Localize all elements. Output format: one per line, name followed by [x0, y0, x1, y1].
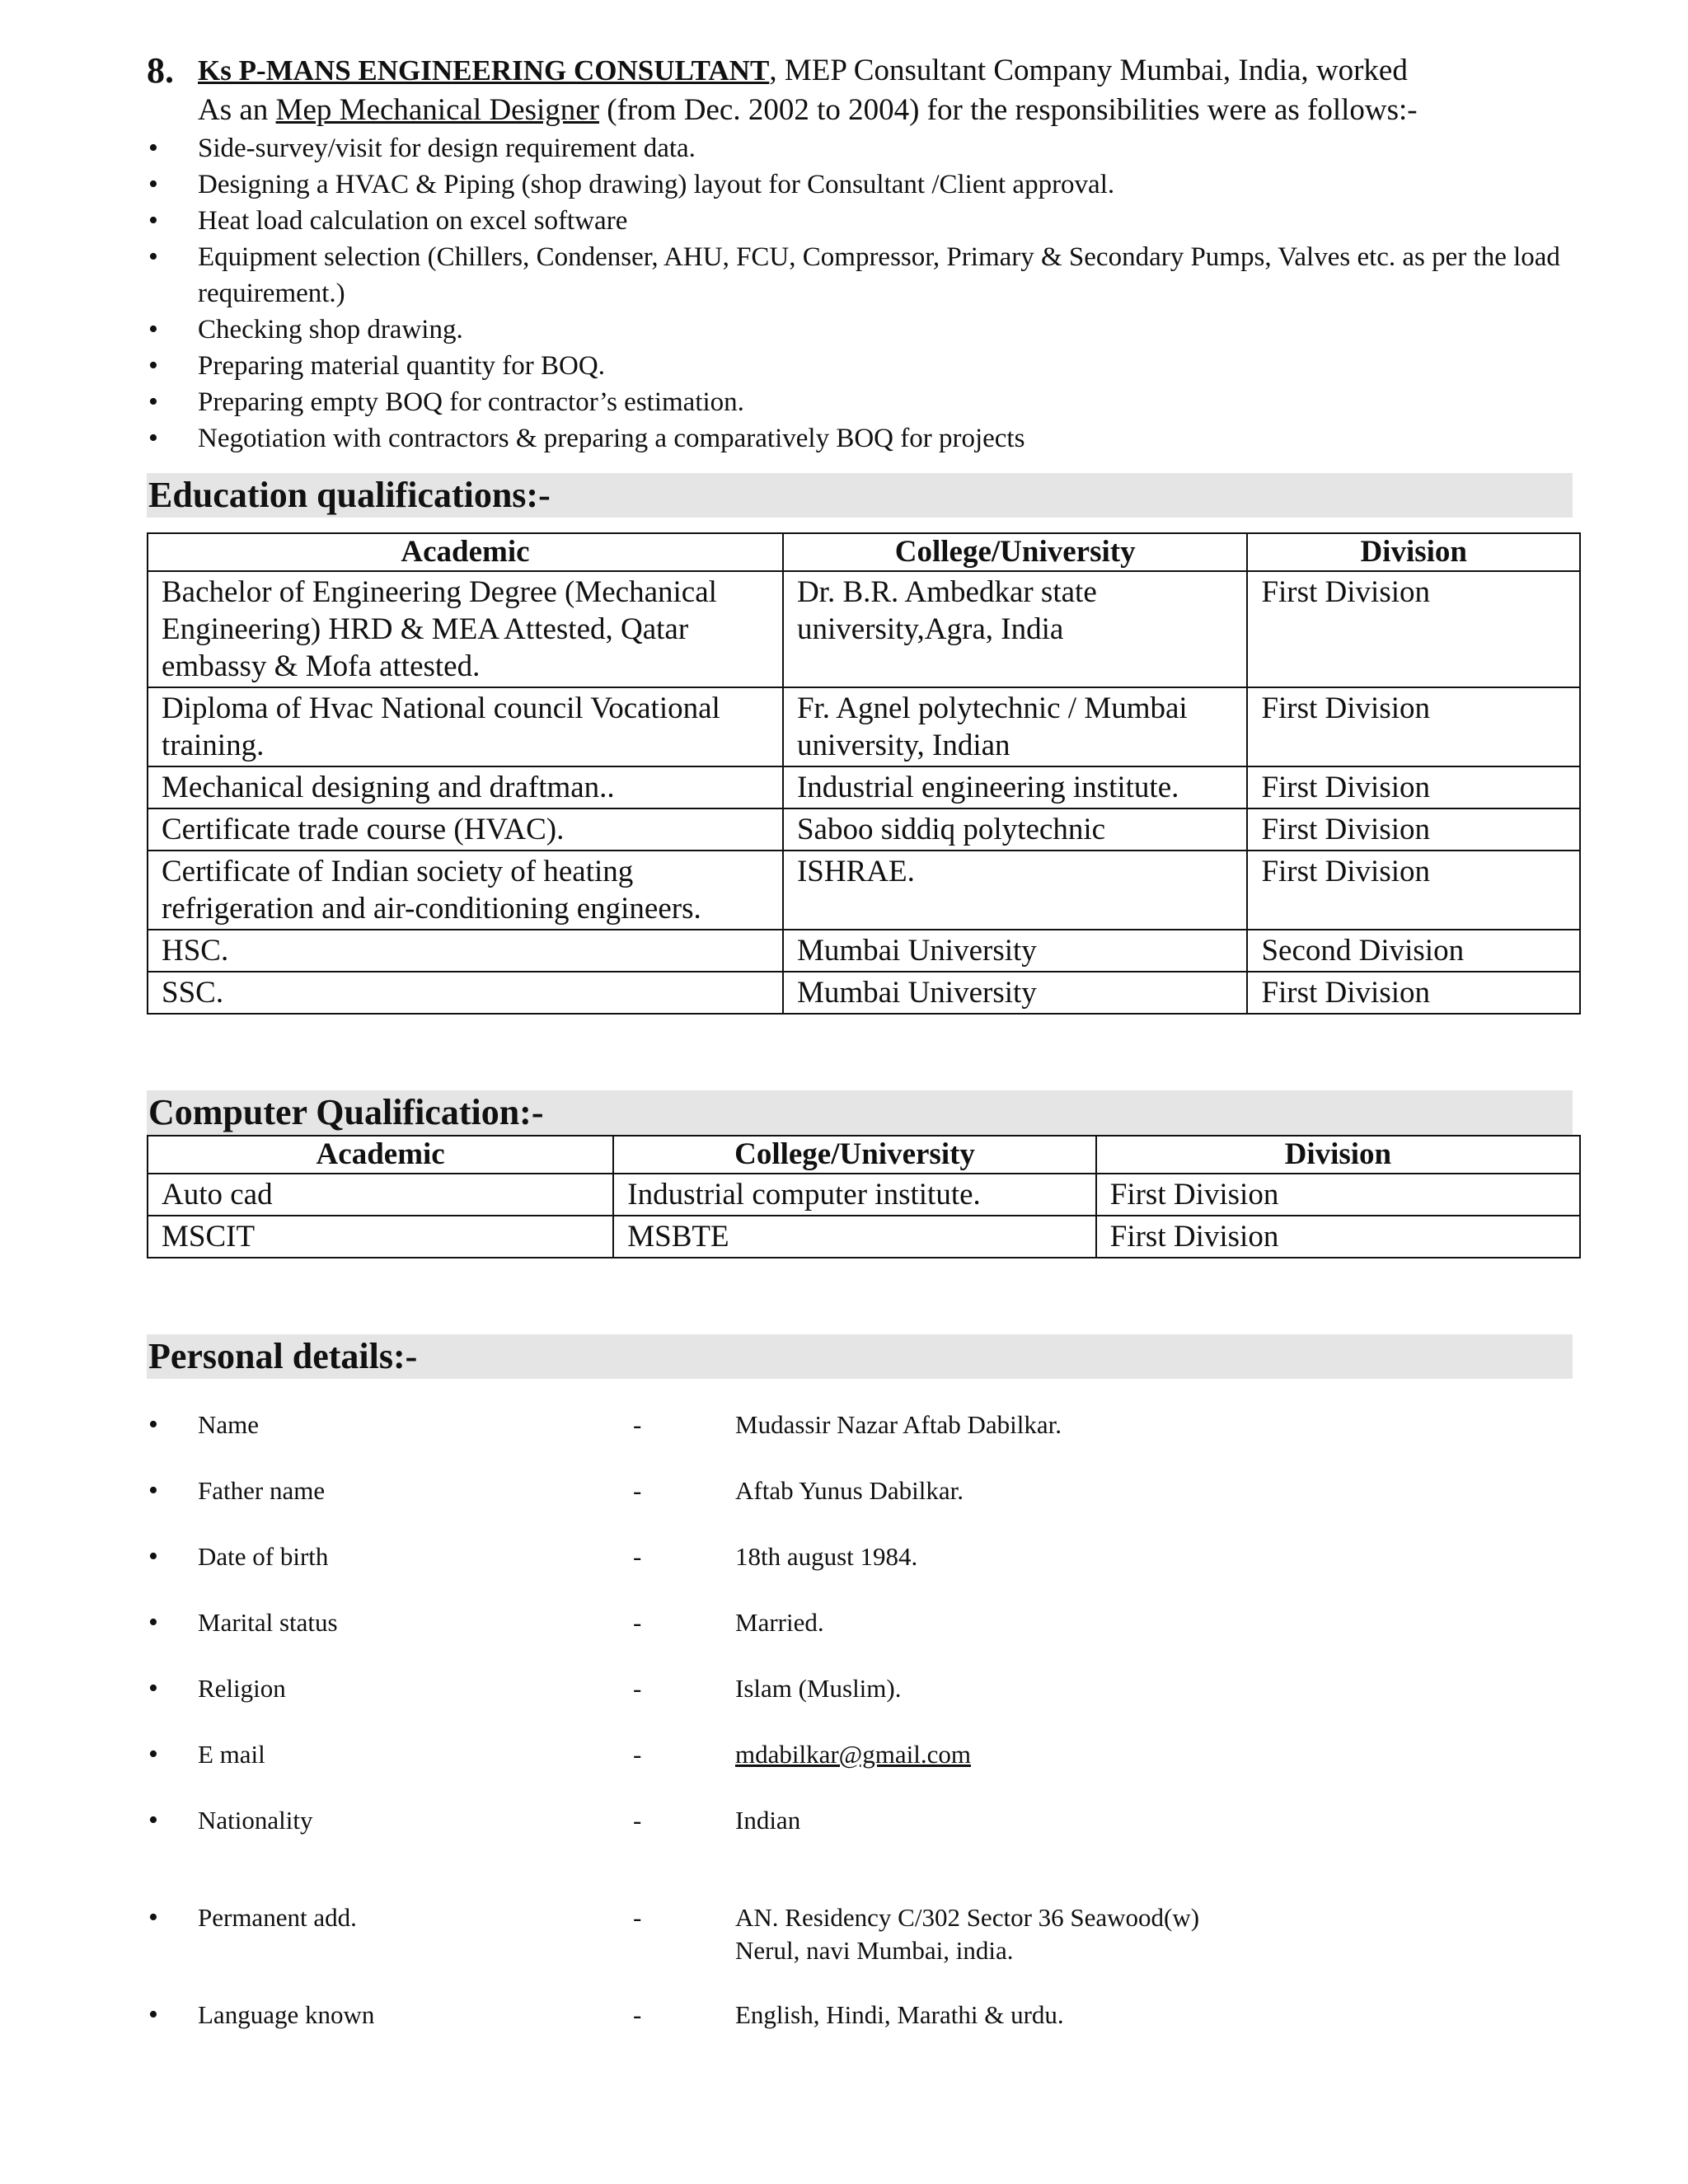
table-cell: Bachelor of Engineering Degree (Mechanical Engineering) HRD & MEA Attested, Qatar embassy & Mofa attested. [148, 571, 783, 687]
list-item: • Preparing material quantity for BOQ. [147, 348, 1581, 384]
detail-separator: - [633, 1903, 642, 1932]
detail-row-email [147, 1738, 1581, 1804]
detail-row-permanent-address [147, 1901, 1581, 1999]
bullet-icon: • [148, 1902, 158, 1933]
table-cell: Fr. Agnel polytechnic / Mumbai university, Indian [783, 687, 1248, 766]
table-row [148, 930, 1580, 972]
column-header: College/University [613, 1136, 1095, 1174]
detail-row-nationality [147, 1804, 1581, 1901]
responsibilities-list [147, 130, 1581, 457]
detail-value: AN. Residency C/302 Sector 36 Seawood(w) Nerul, navi Mumbai, india. [735, 1903, 1200, 1965]
bullet-icon: • [148, 1607, 158, 1638]
table-cell: First Division [1247, 687, 1580, 766]
detail-row-date-of-birth [147, 1540, 1581, 1606]
job-line2-prefix: As an [198, 93, 276, 127]
table-cell: MSBTE [613, 1216, 1095, 1258]
bullet-icon: • [148, 1409, 158, 1440]
table-row [148, 851, 1580, 930]
list-item: • Heat load calculation on excel software [147, 203, 1581, 239]
education-table [147, 532, 1581, 1015]
detail-separator: - [633, 1542, 642, 1571]
bullet-icon: • [148, 1999, 158, 2030]
table-cell: Mumbai University [783, 930, 1248, 972]
table-row [148, 687, 1580, 766]
table-cell: First Division [1247, 972, 1580, 1014]
job-line1-text: , MEP Consultant Company Mumbai, India, worked [769, 54, 1408, 87]
detail-value: Aftab Yunus Dabilkar. [735, 1476, 964, 1505]
table-row [148, 1216, 1580, 1258]
personal-heading: Personal details:- [147, 1334, 1573, 1379]
bullet-icon: • [148, 1739, 158, 1769]
table-cell: First Division [1247, 851, 1580, 930]
list-item: • Negotiation with contractors & preparing a comparatively BOQ for projects [147, 420, 1581, 457]
column-header: Division [1247, 533, 1580, 571]
detail-row-father-name [147, 1474, 1581, 1540]
job-entry-heading [147, 51, 1581, 130]
computer-heading: Computer Qualification:- [147, 1090, 1573, 1135]
table-header-row [148, 533, 1580, 571]
detail-value: 18th august 1984. [735, 1542, 918, 1571]
table-cell: First Division [1247, 766, 1580, 808]
detail-value: English, Hindi, Marathi & urdu. [735, 2000, 1064, 2029]
detail-label: Permanent add. [198, 1903, 357, 1932]
detail-separator: - [633, 2000, 642, 2029]
education-heading: Education qualifications:- [147, 473, 1573, 518]
table-cell: Mumbai University [783, 972, 1248, 1014]
detail-value: Indian [735, 1806, 801, 1835]
table-row [148, 972, 1580, 1014]
table-cell: Industrial computer institute. [613, 1174, 1095, 1216]
detail-value: Married. [735, 1608, 824, 1637]
detail-separator: - [633, 1410, 642, 1439]
detail-separator: - [633, 1476, 642, 1505]
table-cell: First Division [1247, 571, 1580, 687]
detail-label: Marital status [198, 1608, 338, 1637]
bullet-icon: • [148, 1805, 158, 1835]
table-cell: MSCIT [148, 1216, 613, 1258]
column-header: Academic [148, 533, 783, 571]
detail-separator: - [633, 1608, 642, 1637]
table-cell: First Division [1096, 1174, 1580, 1216]
column-header: Academic [148, 1136, 613, 1174]
detail-value: Mudassir Nazar Aftab Dabilkar. [735, 1410, 1062, 1439]
personal-details-list [147, 1408, 1581, 2064]
table-cell: Mechanical designing and draftman.. [148, 766, 783, 808]
detail-label: Nationality [198, 1806, 313, 1835]
table-cell: Certificate trade course (HVAC). [148, 808, 783, 851]
detail-label: Religion [198, 1674, 286, 1703]
table-cell: Industrial engineering institute. [783, 766, 1248, 808]
table-cell: Saboo siddiq polytechnic [783, 808, 1248, 851]
detail-label: Date of birth [198, 1542, 329, 1571]
detail-row-name [147, 1408, 1581, 1474]
detail-row-religion [147, 1672, 1581, 1738]
list-item: • Side-survey/visit for design requirement data. [147, 130, 1581, 166]
table-cell: First Division [1247, 808, 1580, 851]
list-item: • Equipment selection (Chillers, Condenser, AHU, FCU, Compressor, Primary & Secondary Pumps, Valves etc. as per the load requirement.) [147, 239, 1581, 312]
detail-label: Language known [198, 2000, 375, 2029]
detail-label: Father name [198, 1476, 326, 1505]
list-item: • Checking shop drawing. [147, 312, 1581, 348]
bullet-icon: • [148, 1541, 158, 1572]
bullet-icon: • [148, 1475, 158, 1506]
detail-label: E mail [198, 1740, 265, 1769]
column-header: Division [1096, 1136, 1580, 1174]
table-row [148, 571, 1580, 687]
table-cell: Second Division [1247, 930, 1580, 972]
table-cell: HSC. [148, 930, 783, 972]
table-cell: Diploma of Hvac National council Vocational training. [148, 687, 783, 766]
computer-table [147, 1135, 1581, 1258]
detail-row-marital-status [147, 1606, 1581, 1672]
detail-separator: - [633, 1674, 642, 1703]
detail-row-languages [147, 1999, 1581, 2064]
table-header-row [148, 1136, 1580, 1174]
detail-separator: - [633, 1740, 642, 1769]
company-name: Ks P-MANS ENGINEERING CONSULTANT [198, 54, 770, 87]
table-row [148, 766, 1580, 808]
email-link[interactable]: mdabilkar@gmail.com [735, 1740, 971, 1769]
detail-separator: - [633, 1806, 642, 1835]
detail-value: Islam (Muslim). [735, 1674, 902, 1703]
list-item: • Designing a HVAC & Piping (shop drawing) layout for Consultant /Client approval. [147, 166, 1581, 203]
column-header: College/University [783, 533, 1248, 571]
table-row [148, 1174, 1580, 1216]
job-line2-text: (from Dec. 2002 to 2004) for the responsibilities were as follows:- [599, 93, 1418, 127]
table-cell: First Division [1096, 1216, 1580, 1258]
job-number: 8. [147, 50, 174, 91]
table-cell: SSC. [148, 972, 783, 1014]
table-cell: Certificate of Indian society of heating refrigeration and air-conditioning engineers. [148, 851, 783, 930]
bullet-icon: • [148, 1673, 158, 1704]
resume-page [147, 51, 1581, 2064]
detail-label: Name [198, 1410, 260, 1439]
table-row [148, 808, 1580, 851]
table-cell: Auto cad [148, 1174, 613, 1216]
job-role: Mep Mechanical Designer [275, 93, 600, 127]
table-cell: Dr. B.R. Ambedkar state university,Agra, India [783, 571, 1248, 687]
list-item: • Preparing empty BOQ for contractor’s estimation. [147, 384, 1581, 420]
table-cell: ISHRAE. [783, 851, 1248, 930]
